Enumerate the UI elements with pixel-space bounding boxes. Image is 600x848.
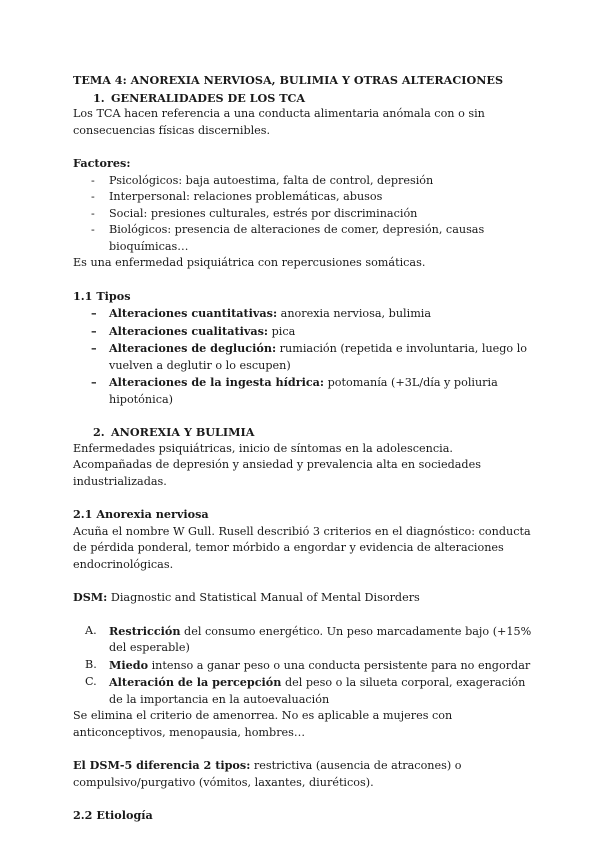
factors-label: Factores: [73,156,131,170]
section-2-number: 2. [93,425,105,439]
list-item: A. Restricción del consumo energético. Un peso marcadamente bajo (+15% del esperable) [85,623,532,654]
list-item: – Alteraciones cualitativas: pica [91,323,296,338]
criteria-list [73,623,533,709]
dsm-definition: DSM: Diagnostic and Statistical Manual of Mental Disorders [73,590,420,604]
list-item: C. Alteración de la percepción del peso o la silueta corporal, exageración de la importancia en la autoevaluación [85,675,526,706]
amenorrhea-note: Se elimina el criterio de amenorrea. No es aplicable a mujeres con anticonceptivos, menopausia, hombres… [73,709,453,739]
section-2-1-heading: 2.1 Anorexia nerviosa [73,507,209,521]
section-2-1-text: Acuña el nombre W Gull. Rusell describió 3 criterios en el diagnóstico: conducta de pérdida ponderal, temor mórbido a engordar y evidencia de alteraciones endocrinológicas. [73,524,531,571]
section-2-2-heading: 2.2 Etiología [73,808,153,822]
section-1-heading [73,90,533,107]
list-item: B. Miedo intenso a ganar peso o una conducta persistente para no engordar [85,657,531,672]
list-item: - Social: presiones culturales, estrés por discriminación [91,206,418,220]
list-item: - Biológicos: presencia de alteraciones de comer, depresión, causas bioquímicas… [91,223,485,253]
list-item: – Alteraciones de la ingesta hídrica: potomanía (+3L/día y poliuria hipotónica) [91,375,498,406]
dsm5-types: El DSM-5 diferencia 2 tipos: restrictiva (ausencia de atracones) o compulsivo/purgativo (vómitos, laxantes, diuréticos). [73,758,462,789]
section-1-heading-text: GENERALIDADES DE LOS TCA [111,90,306,105]
section-2-text: Enfermedades psiquiátricas, inicio de síntomas en la adolescencia. Acompañadas de depresión y ansiedad y prevalencia alta en sociedades industrializadas. [73,441,481,488]
section-1-intro: Los TCA hacen referencia a una conducta alimentaria anómala con o sin consecuencias físicas discernibles. [73,107,485,137]
section-2-heading-text: ANOREXIA Y BULIMIA [111,425,255,439]
factors-list [73,173,533,256]
list-item: – Alteraciones de deglución: rumiación (repetida e involuntaria, luego lo vuelven a deglutir o lo escupen) [91,341,528,372]
list-item: – Alteraciones cuantitativas: anorexia nerviosa, bulimia [91,306,432,320]
page-title: TEMA 4: ANOREXIA NERVIOSA, BULIMIA Y OTRAS ALTERACIONES [73,73,504,87]
section-2-heading [73,424,533,441]
section-1-closing: Es una enfermedad psiquiátrica con repercusiones somáticas. [73,256,426,269]
list-item: - Psicológicos: baja autoestima, falta de control, depresión [91,173,434,187]
list-item: - Interpersonal: relaciones problemáticas, abusos [91,190,383,203]
types-list [73,305,533,408]
section-1-1-heading: 1.1 Tipos [73,288,131,303]
document-page [73,72,533,825]
section-1-number: 1. [93,90,105,105]
